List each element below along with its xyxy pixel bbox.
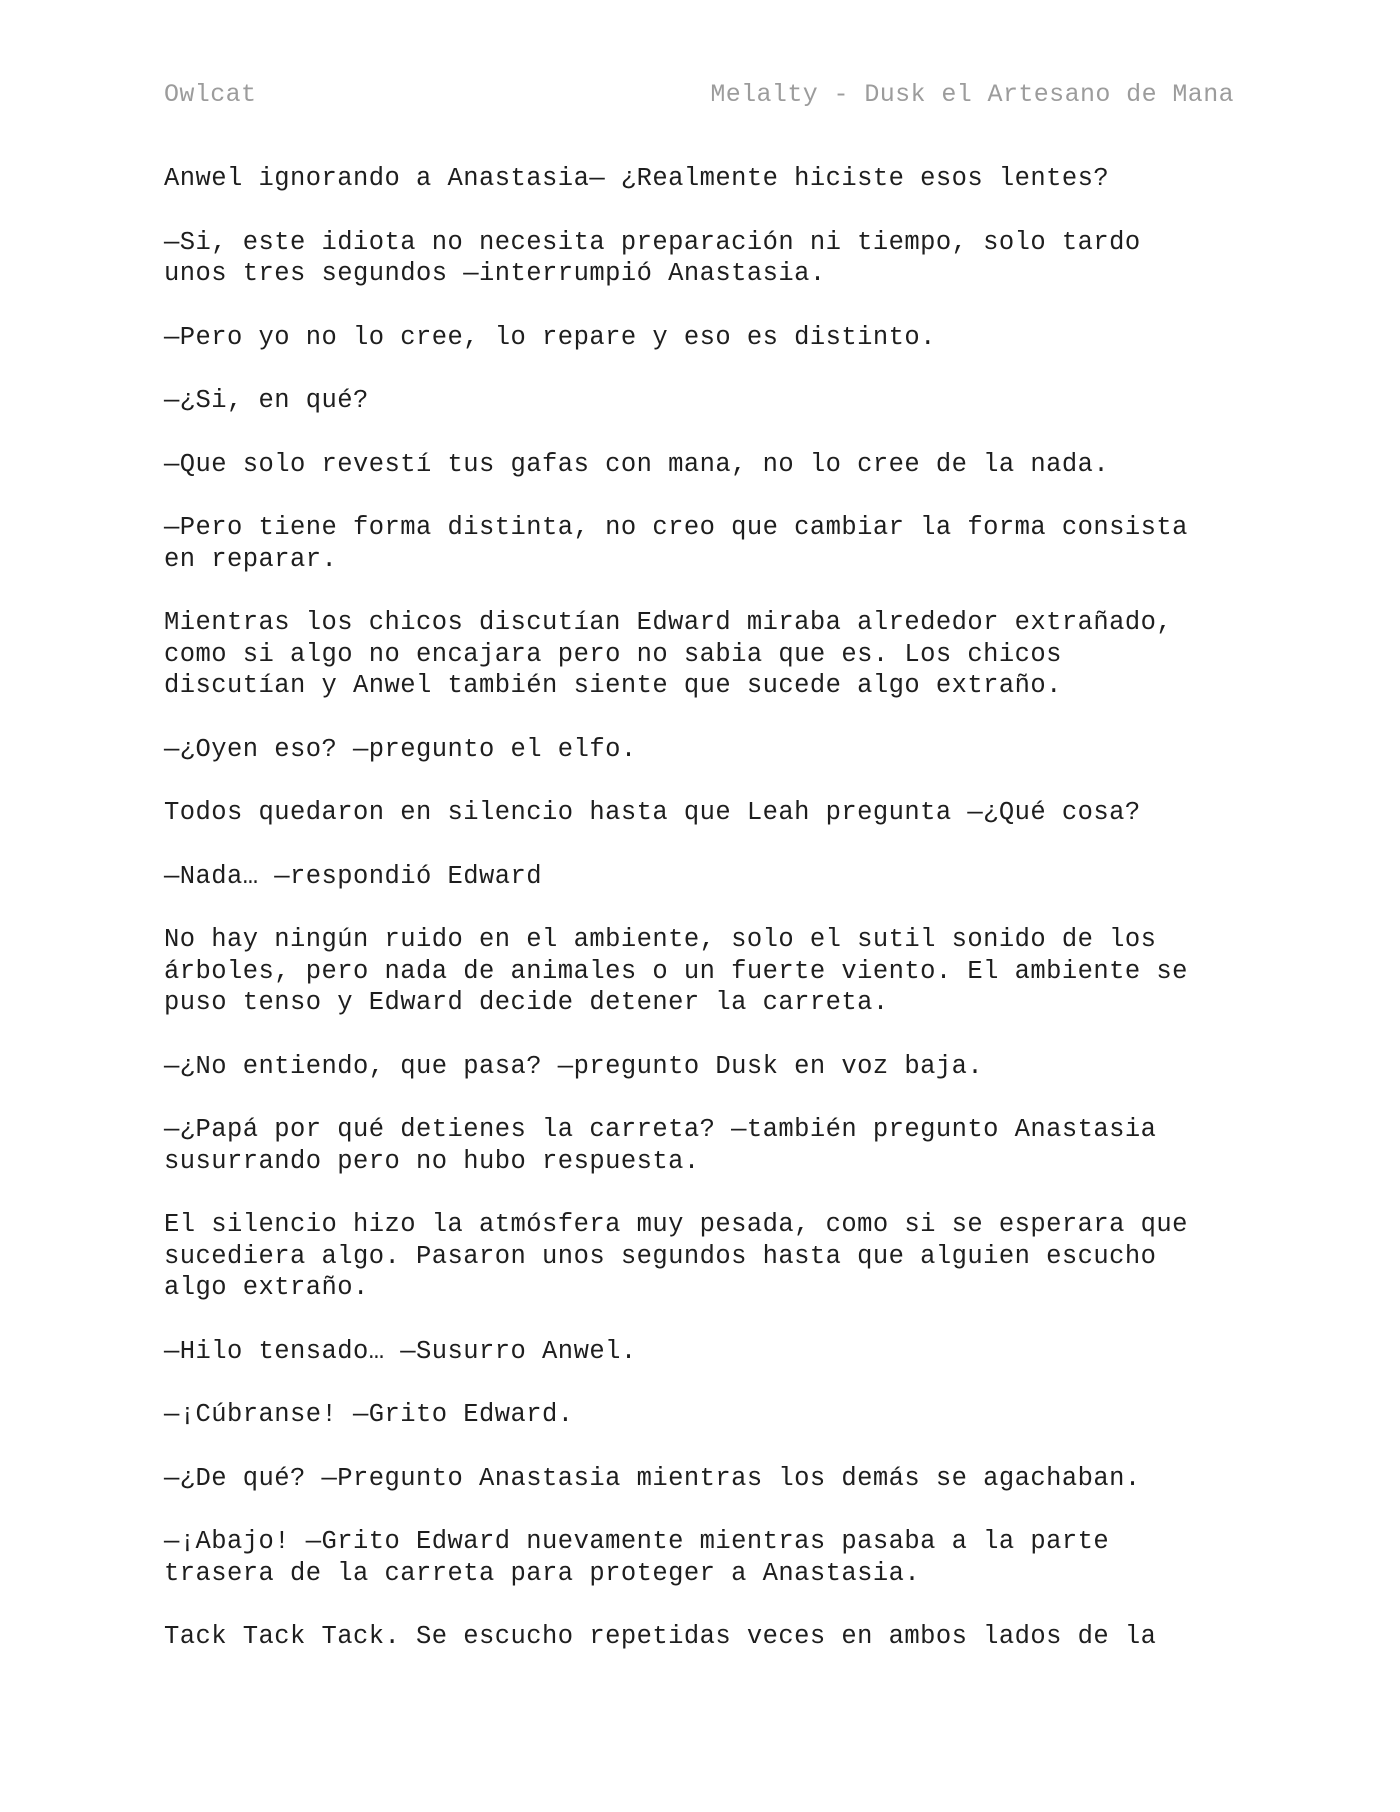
paragraph: —Pero yo no lo cree, lo repare y eso es distinto. <box>164 322 936 352</box>
header-title: Melalty - Dusk el Artesano de Mana <box>710 80 1234 109</box>
header-author: Owlcat <box>164 80 257 109</box>
paragraph: —¡Abajo! —Grito Edward nuevamente mientras pasaba a la parte trasera de la carreta para proteger a Anastasia. <box>164 1527 1110 1588</box>
paragraph: —Nada… —respondió Edward <box>164 861 543 891</box>
paragraph: No hay ningún ruido en el ambiente, solo el sutil sonido de los árboles, pero nada de animales o un fuerte viento. El ambiente se puso tenso y Edward decide detener la carreta. <box>164 925 1188 1017</box>
page-header <box>164 80 1234 112</box>
paragraph: —Si, este idiota no necesita preparación ni tiempo, solo tardo unos tres segundos —interrumpió Anastasia. <box>164 227 1141 288</box>
paragraph: Mientras los chicos discutían Edward miraba alrededor extrañado, como si algo no encajara pero no sabia que es. Los chicos discutían y Anwel también siente que sucede algo extraño. <box>164 608 1173 700</box>
paragraph: —¿No entiendo, que pasa? —pregunto Dusk en voz baja. <box>164 1051 984 1081</box>
paragraph: —¿Oyen eso? —pregunto el elfo. <box>164 734 637 764</box>
paragraph: Anwel ignorando a Anastasia— ¿Realmente hiciste esos lentes? <box>164 164 1110 193</box>
paragraph: Tack Tack Tack. Se escucho repetidas veces en ambos lados de la <box>164 1622 1157 1651</box>
paragraph: —Que solo revestí tus gafas con mana, no lo cree de la nada. <box>164 449 1110 479</box>
paragraph: —Pero tiene forma distinta, no creo que cambiar la forma consista en reparar. <box>164 513 1188 574</box>
document-body <box>164 163 1244 1685</box>
paragraph: —¿Si, en qué? <box>164 386 369 415</box>
paragraph: —¿Papá por qué detienes la carreta? —también pregunto Anastasia susurrando pero no hubo respuesta. <box>164 1115 1157 1176</box>
paragraph: El silencio hizo la atmósfera muy pesada, como si se esperara que sucediera algo. Pasaron unos segundos hasta que alguien escucho algo extraño. <box>164 1210 1188 1302</box>
paragraph: —¡Cúbranse! —Grito Edward. <box>164 1400 574 1429</box>
paragraph: Todos quedaron en silencio hasta que Leah pregunta —¿Qué cosa? <box>164 798 1141 827</box>
paragraph: —Hilo tensado… —Susurro Anwel. <box>164 1336 637 1366</box>
paragraph: —¿De qué? —Pregunto Anastasia mientras los demás se agachaban. <box>164 1463 1141 1493</box>
